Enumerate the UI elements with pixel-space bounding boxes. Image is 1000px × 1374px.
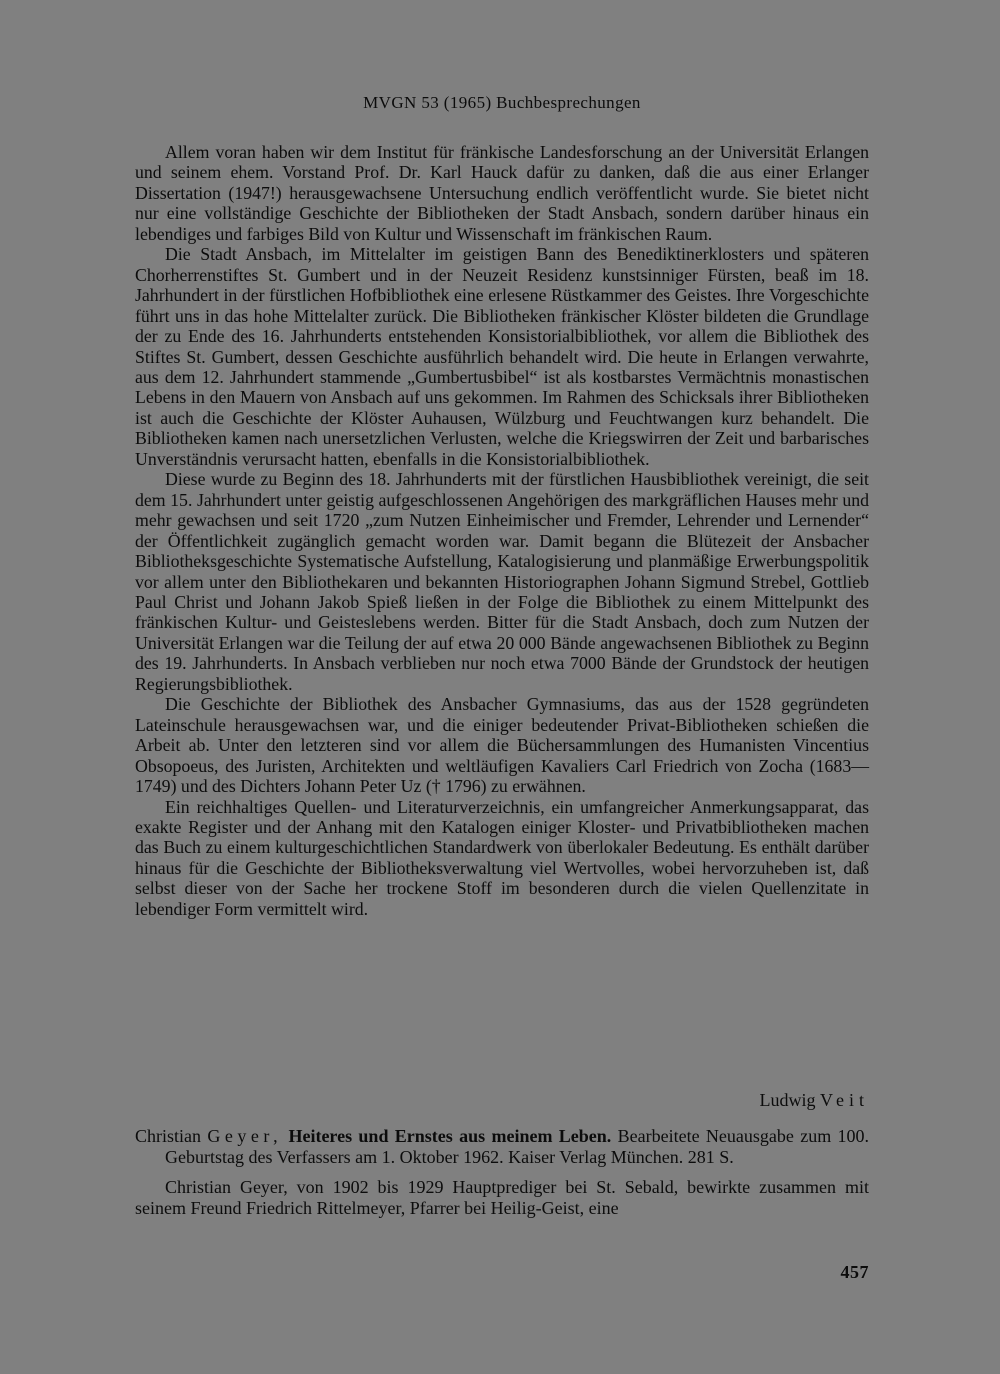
review-text [135,142,869,919]
review-paragraph: Ein reichhaltiges Quellen- und Literaturverzeichnis, ein umfangreicher Anmerkungsapparat, das exakte Register und der Anhang mit den Katalogen einiger Kloster- und Privatbibliotheken machen das Buch zu einem kulturgeschichtlichen Standardwerk von überlokaler Bedeutung. Es enthält darüber hinaus für die Geschichte der Bibliotheksverwaltung viel Wertvolles, wobei hervorzuheben ist, daß selbst dieser von der Sache her trockene Stoff im besonderen durch die vielen Quellenzitate in lebendiger Form vermittelt wird. [135,796,869,919]
reviewer-first-name: Ludwig [759,1090,816,1110]
book-author-first-name: Christian [135,1126,201,1146]
running-header: MVGN 53 (1965) Buchbesprechungen [363,93,641,112]
review-paragraph: Die Stadt Ansbach, im Mittelalter im geistigen Bann des Benediktinerklosters und späteren Chorherrenstiftes St. Gumbert und in der Neuzeit Residenz kunstsinniger Fürsten, beaß im 18. Jahrhundert in der fürstlichen Hofbibliothek eine erlesene Rüstkammer des Geistes. Ihre Vorgeschichte führt uns in das hohe Mittelalter zurück. Die Bibliotheken fränkischer Klöster bildeten die Grundlage der zu Ende des 16. Jahrhunderts entstehenden Konsistorialbibliothek, vor allem die Bibliothek des Stiftes St. Gumbert, dessen Geschichte ausführlich behandelt wird. Die heute in Erlangen verwahrte, aus dem 12. Jahrhundert stammende „Gumbertusbibel“ ist als kostbarstes Vermächtnis monastischen Lebens in den Mauern von Ansbach auf uns gekommen. Im Rahmen des Schicksals ihrer Bibliotheken ist auch die Geschichte der Klöster Auhausen, Wülzburg und Feuchtwangen kurz behandelt. Die Bibliotheken kamen nach unersetzlichen Verlusten, welche die Kriegswirren der Zeit und barbarisches Unverständnis verursacht hatten, ebenfalls in die Konsistorialbibliothek. [135,244,869,469]
publication-details: Bearbeitete Neuausgabe zum 100. Geburtstag des Verfassers am 1. Oktober 1962. Kaiser Verlag München. 281 S. [165,1126,870,1167]
review-paragraph: Allem voran haben wir dem Institut für fränkische Landesforschung an der Universität Erlangen und seinem ehem. Vorstand Prof. Dr. Karl Hauck dafür zu danken, daß die aus einer Erlanger Dissertation (1947!) herausgewachsene Untersuchung endlich veröffentlicht wurde. Sie bietet nicht nur eine vollständige Geschichte der Bibliotheken der Stadt Ansbach, sondern darüber hinaus ein lebendiges und farbiges Bild von Kultur und Wissenschaft im fränkischen Raum. [135,142,869,244]
reviewer-signature [760,1090,870,1111]
page-number: 457 [840,1262,869,1282]
book-author-surname: Geyer, [207,1126,283,1146]
book-review-page [135,0,869,1374]
reviewer-surname: Veit [820,1090,869,1110]
book-title: Heiteres und Ernstes aus meinem Leben. [288,1126,612,1146]
review-paragraph: Diese wurde zu Beginn des 18. Jahrhunderts mit der fürstlichen Hausbibliothek vereinigt, die seit dem 15. Jahrhundert unter geistig aufgeschlossenen Angehörigen des markgräflichen Hauses mehr und mehr gewachsen und seit 1720 „zum Nutzen Einheimischer und Fremder, Lehrender und Lernender“ der Öffentlichkeit zugänglich gemacht worden war. Damit begann die Blütezeit der Ansbacher Bibliotheksgeschichte Systematische Aufstellung, Katalogisierung und planmäßige Erwerbungspolitik vor allem unter den Bibliothekaren und bekannten Historiographen Johann Sigmund Strebel, Gottlieb Paul Christ und Johann Jakob Spieß ließen in der Folge die Bibliothek zu einem Mittelpunkt des fränkischen Kultur- und Geisteslebens werden. Bitter für die Stadt Ansbach, doch zum Nutzen der Universität Erlangen war die Teilung der auf etwa 20 000 Bände angewachsenen Bibliothek zu Beginn des 19. Jahrhunderts. In Ansbach verblieben nur noch etwa 7000 Bände der Grundstock der heutigen Regierungsbibliothek. [135,469,869,694]
bibliographic-entry [135,1126,869,1167]
review-paragraph: Die Geschichte der Bibliothek des Ansbacher Gymnasiums, das aus der 1528 gegründeten Lateinschule herausgewachsen war, und die einiger bedeutender Privat-Bibliotheken schießen die Arbeit ab. Unter den letzteren sind vor allem die Büchersammlungen des Humanisten Vincentius Obsopoeus, des Juristen, Architekten und weltläufigen Kavaliers Carl Friedrich von Zocha (1683—1749) und des Dichters Johann Peter Uz († 1796) zu erwähnen. [135,694,869,797]
next-review [135,1126,869,1218]
next-review-paragraph: Christian Geyer, von 1902 bis 1929 Hauptprediger bei St. Sebald, bewirkte zusammen mit seinem Freund Friedrich Rittelmeyer, Pfarrer bei Heilig-Geist, eine [135,1177,869,1218]
